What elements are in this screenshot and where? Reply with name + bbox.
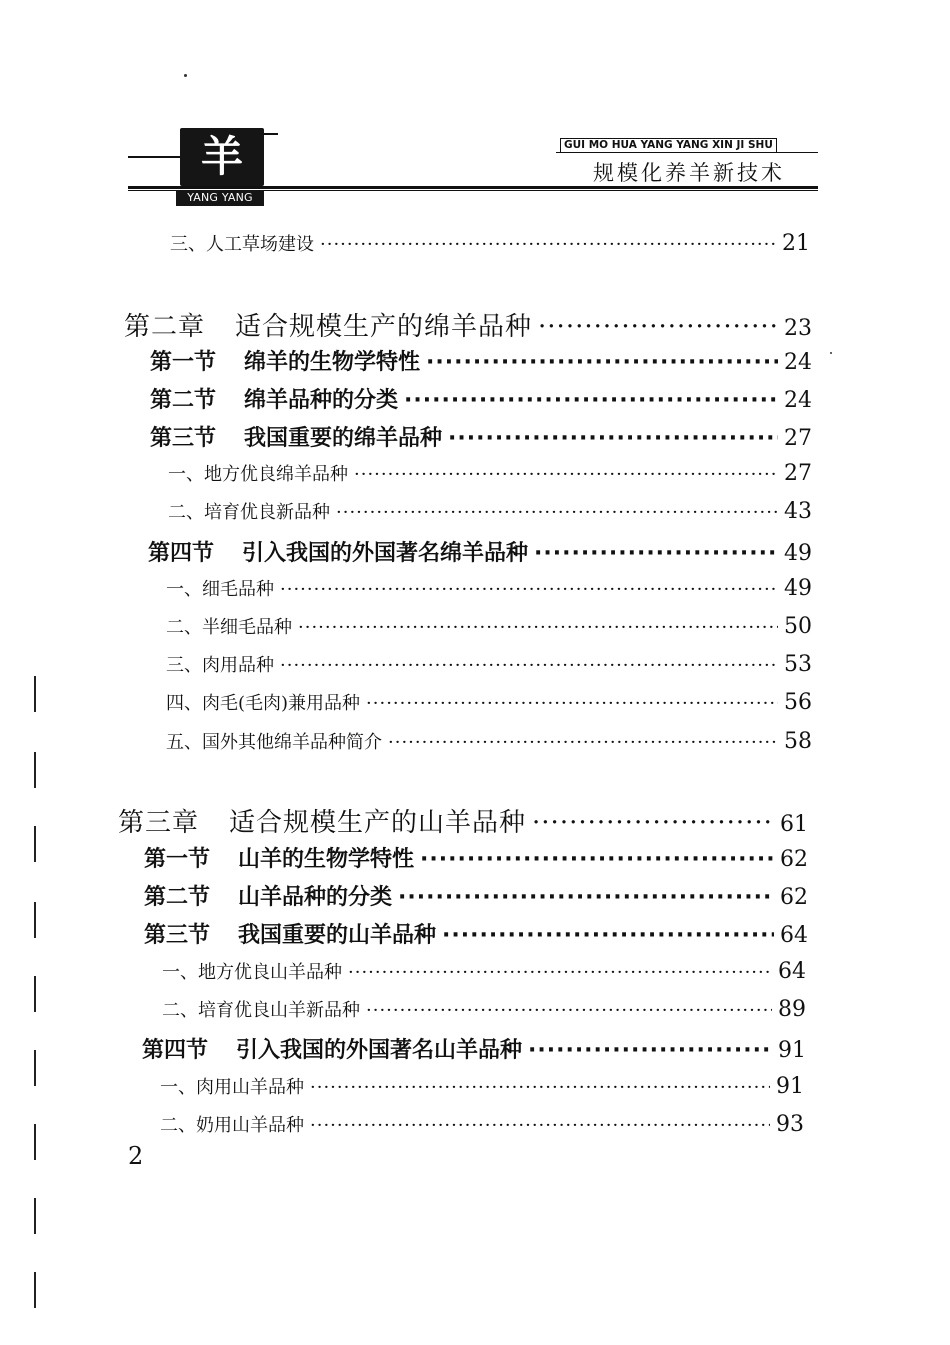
chapter-title: 适合规模生产的绵羊品种 [235, 312, 533, 342]
section-title: 山羊的生物学特性 [238, 847, 415, 872]
toc-page-number: 24 [784, 350, 812, 375]
toc-page-number: 49 [784, 541, 812, 566]
toc-item [160, 1111, 804, 1137]
toc-item [166, 613, 812, 639]
chapter-number: 第二章 [124, 312, 206, 342]
toc-leader [442, 923, 774, 948]
toc-section [150, 345, 812, 376]
toc-item-label: 二、培育优良山羊新品种 [162, 1000, 360, 1021]
toc-page-number: 27 [784, 461, 812, 486]
margin-mark [34, 826, 36, 862]
section-title: 绵羊品种的分类 [244, 388, 399, 413]
toc-page-number: 91 [776, 1074, 804, 1099]
toc-item-label: 二、半细毛品种 [166, 617, 292, 638]
section-number: 第一节 [150, 350, 217, 375]
toc-leader [448, 426, 778, 451]
section-title: 引入我国的外国著名绵羊品种 [242, 541, 529, 566]
header-pinyin: GUI MO HUA YANG YANG XIN JI SHU [560, 138, 777, 153]
toc-item [166, 728, 812, 754]
toc-item [170, 230, 810, 256]
toc-section [150, 383, 812, 414]
section-title: 山羊品种的分类 [238, 885, 393, 910]
toc-leader [426, 350, 778, 375]
toc-item-label: 四、肉毛(毛肉)兼用品种 [166, 693, 361, 714]
toc-leader [336, 502, 778, 523]
toc-leader [320, 234, 776, 255]
section-number: 第四节 [148, 541, 215, 566]
margin-mark [34, 1050, 36, 1086]
logo-character: 羊 [200, 132, 243, 181]
toc-leader [534, 541, 778, 566]
toc-item-label: 一、细毛品种 [166, 579, 274, 600]
toc-item [166, 689, 812, 715]
toc-leader [404, 388, 778, 413]
margin-mark [34, 676, 36, 712]
toc-leader [280, 655, 778, 676]
toc-page-number: 58 [784, 729, 812, 754]
toc-leader [354, 464, 778, 485]
section-number: 第三节 [144, 923, 211, 948]
toc-section [144, 880, 808, 911]
toc-section [148, 536, 812, 567]
toc-page-number: 24 [784, 388, 812, 413]
book-title: 规模化养羊新技术 [593, 161, 785, 185]
toc-item-label: 三、肉用品种 [166, 655, 274, 676]
toc-page-number: 50 [784, 614, 812, 639]
toc-section [150, 421, 812, 452]
toc-page-number: 64 [780, 923, 808, 948]
section-number: 第二节 [150, 388, 217, 413]
toc-page-number: 61 [780, 812, 808, 837]
toc-page-number: 93 [776, 1112, 804, 1137]
toc-item-label: 一、地方优良山羊品种 [162, 962, 342, 983]
toc-page-number: 43 [784, 499, 812, 524]
toc-leader [280, 579, 778, 600]
toc-item [162, 958, 806, 984]
toc-item-label: 二、培育优良新品种 [168, 502, 330, 523]
margin-mark [34, 1198, 36, 1234]
toc-page-number: 56 [784, 690, 812, 715]
book-logo [180, 128, 264, 186]
toc-item [168, 498, 812, 524]
toc-item-label: 一、地方优良绵羊品种 [168, 464, 348, 485]
margin-mark [34, 902, 36, 938]
toc-leader [420, 847, 774, 872]
toc-item [166, 575, 812, 601]
toc-item-label: 五、国外其他绵羊品种简介 [166, 732, 382, 753]
toc-page-number: 91 [778, 1038, 806, 1063]
scan-speck [830, 352, 832, 354]
scan-speck [184, 74, 187, 77]
section-title: 我国重要的山羊品种 [238, 923, 437, 948]
margin-mark [34, 752, 36, 788]
toc-chapter [124, 306, 812, 343]
toc-section [144, 918, 808, 949]
page-number: 2 [128, 1142, 144, 1170]
section-title: 引入我国的外国著名山羊品种 [236, 1038, 523, 1063]
toc-page-number: 27 [784, 426, 812, 451]
toc-page-number: 21 [782, 231, 810, 256]
section-title: 我国重要的绵羊品种 [244, 426, 443, 451]
toc-item [166, 651, 812, 677]
toc-leader [310, 1077, 770, 1098]
chapter-number: 第三章 [118, 808, 200, 838]
toc-chapter [118, 802, 808, 839]
toc-leader [298, 617, 778, 638]
toc-page-number: 64 [778, 959, 806, 984]
chapter-title: 适合规模生产的山羊品种 [229, 808, 527, 838]
toc-leader [388, 732, 778, 753]
section-number: 第三节 [150, 426, 217, 451]
toc-leader [538, 312, 778, 342]
margin-mark [34, 1124, 36, 1160]
toc-leader [398, 885, 774, 910]
margin-mark [34, 1272, 36, 1308]
section-title: 绵羊的生物学特性 [244, 350, 421, 375]
toc-item-label: 三、人工草场建设 [170, 234, 314, 255]
toc-item [162, 996, 806, 1022]
toc-leader [532, 808, 774, 838]
section-number: 第二节 [144, 885, 211, 910]
toc-section [144, 842, 808, 873]
toc-page-number: 89 [778, 997, 806, 1022]
toc-leader [310, 1115, 770, 1136]
toc-item-label: 二、奶用山羊品种 [160, 1115, 304, 1136]
toc-leader [366, 1000, 772, 1021]
toc-leader [348, 962, 772, 983]
toc-leader [528, 1038, 772, 1063]
toc-page-number: 53 [784, 652, 812, 677]
toc-section [142, 1033, 806, 1064]
toc-item [160, 1073, 804, 1099]
toc-page-number: 62 [780, 885, 808, 910]
margin-mark [34, 976, 36, 1012]
toc-item-label: 一、肉用山羊品种 [160, 1077, 304, 1098]
header-rule-top-right [264, 133, 278, 135]
toc-page-number: 23 [784, 316, 812, 341]
toc-item [168, 460, 812, 486]
toc-page-number: 49 [784, 576, 812, 601]
toc-page-number: 62 [780, 847, 808, 872]
logo-subtitle: YANG YANG [176, 190, 264, 206]
header-rule-top [128, 156, 180, 158]
section-number: 第四节 [142, 1038, 209, 1063]
section-number: 第一节 [144, 847, 211, 872]
toc-leader [366, 693, 778, 714]
